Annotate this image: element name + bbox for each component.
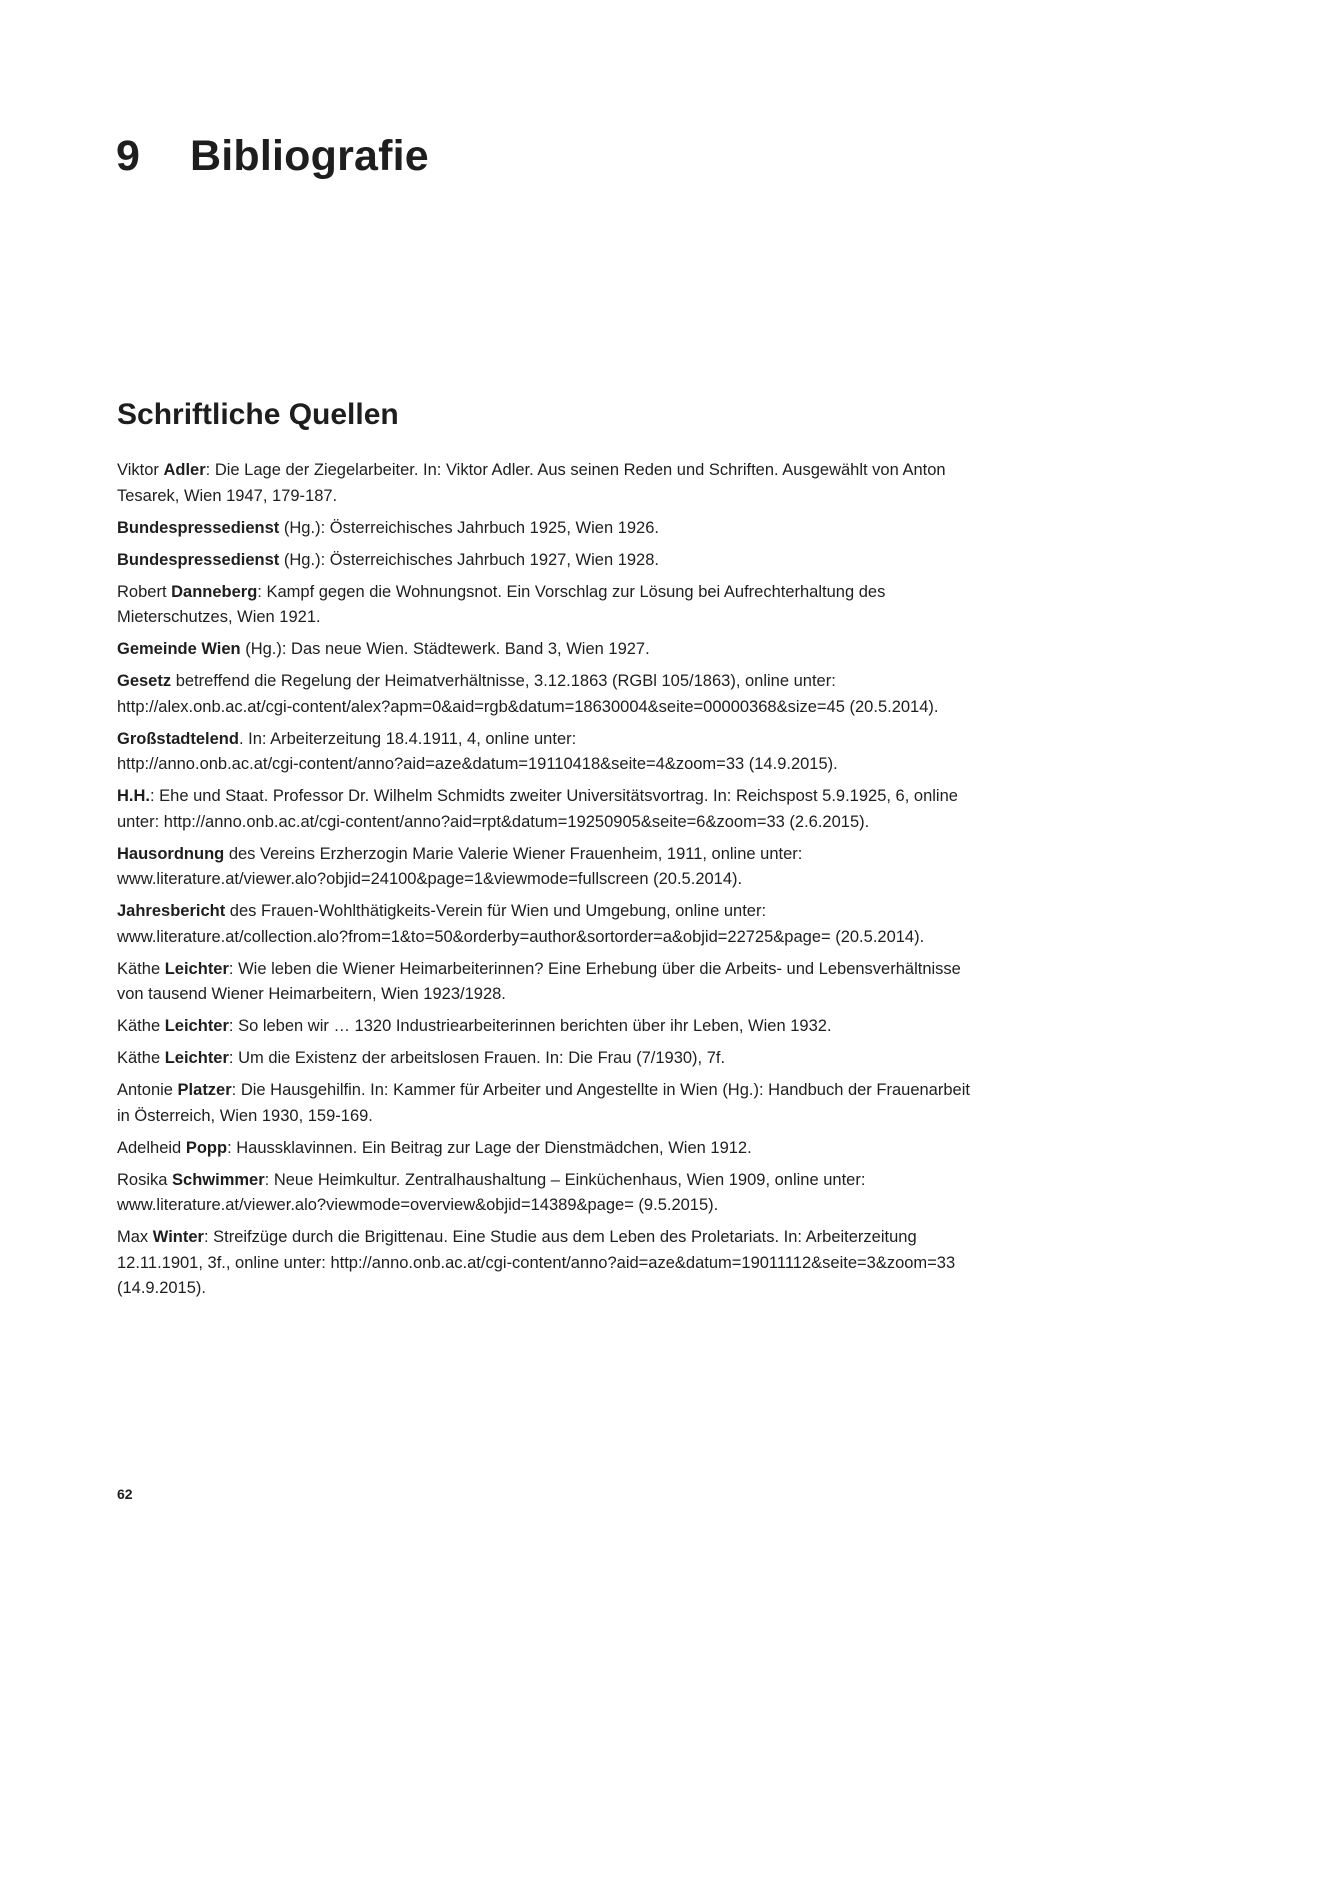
bibliography-entry: [117, 637, 982, 663]
entry-author-forename: Rosika: [117, 1170, 173, 1189]
entry-text: : Um die Existenz der arbeitslosen Frauen. In: Die Frau (7/1930), 7f.: [228, 1049, 726, 1067]
chapter-title: Bibliografie: [190, 132, 429, 180]
entry-author-name: Adler: [163, 461, 206, 479]
bibliography-entry: [117, 899, 982, 950]
entry-author-name: Hausordnung: [117, 844, 225, 863]
entry-author-forename: Käthe: [117, 1017, 165, 1035]
entry-text: des Vereins Erzherzogin Marie Valerie Wiener Frauenheim, 1911, online unter: www.literature.at/viewer.alo?objid=24100&page=1&viewmode=fullscreen (20.5.2014).: [117, 844, 803, 888]
chapter-number: 9: [116, 132, 141, 180]
entry-text: : Haussklavinnen. Ein Beitrag zur Lage der Dienstmädchen, Wien 1912.: [227, 1138, 752, 1157]
entry-author-name: Platzer: [177, 1081, 232, 1099]
entry-author-forename: Käthe: [117, 1049, 165, 1067]
entry-url: http://anno.onb.ac.at/cgi-content/anno?aid=aze&datum=19110418&seite=4&zoom=33: [117, 755, 745, 773]
entry-url: www.literature.at/collection.alo?from=1&to=50&orderby=author&sortorder=a&objid=22725&page=: [117, 927, 831, 946]
entry-author-name: Jahresbericht: [117, 902, 226, 920]
entry-access-date: (20.5.2014).: [830, 927, 925, 946]
entry-author-forename: Viktor: [117, 461, 164, 479]
entry-author-forename: Adelheid: [117, 1138, 186, 1157]
bibliography-entry: [117, 1168, 982, 1219]
entry-access-date: (14.9.2015).: [744, 755, 838, 773]
bibliography-entry: [117, 1046, 982, 1072]
entry-text: (Hg.): Österreichisches Jahrbuch 1925, Wien 1926.: [279, 518, 659, 537]
entry-author-forename: Robert: [117, 582, 172, 601]
entry-text: : So leben wir … 1320 Industriearbeiterinnen berichten über ihr Leben, Wien 1932.: [228, 1017, 832, 1035]
entry-text: : Streifzüge durch die Brigittenau. Eine Studie aus dem Leben des Proletariats. In: Arbeiterzeitung 12.11.1901, 3f., online unter:: [117, 1228, 917, 1272]
bibliography-entry: [117, 516, 982, 542]
entry-author-name: Popp: [185, 1138, 228, 1157]
entry-text: : Die Hausgehilfin. In: Kammer für Arbeiter und Angestellte in Wien (Hg.): Handbuch der Frauenarbeit in Österreich, Wien 1930, 159-169.: [117, 1081, 970, 1125]
entry-url: http://anno.onb.ac.at/cgi-content/anno?aid=rpt&datum=19250905&seite=6&zoom=33: [163, 812, 785, 831]
entry-text: : Kampf gegen die Wohnungsnot. Ein Vorschlag zur Lösung bei Aufrechterhaltung des Mieterschutzes, Wien 1921.: [117, 582, 886, 626]
entry-text: : Die Lage der Ziegelarbeiter. In: Viktor Adler. Aus seinen Reden und Schriften. Ausgewählt von Anton Tesarek, Wien 1947, 179-187.: [117, 461, 946, 505]
bibliography-entry: [117, 669, 982, 720]
entry-access-date: (20.5.2014).: [844, 697, 939, 716]
bibliography-entry: [117, 1078, 982, 1129]
bibliography-entry: [117, 548, 982, 574]
entry-author-name: Gemeinde Wien: [117, 640, 241, 658]
entry-author-name: Schwimmer: [172, 1170, 265, 1189]
entry-access-date: (14.9.2015).: [117, 1279, 206, 1297]
entry-author-name: Winter: [152, 1228, 204, 1246]
bibliography-entry: [117, 1225, 982, 1302]
bibliography-entry: [117, 458, 982, 509]
bibliography-entry: [117, 727, 982, 778]
entry-author-name: Leichter: [164, 1017, 229, 1035]
entry-author-name: Leichter: [164, 1049, 229, 1067]
entry-author-forename: Max: [117, 1228, 153, 1246]
entry-text: : Ehe und Staat. Professor Dr. Wilhelm Schmidts zweiter Universitätsvortrag. In: Reichspost 5.9.1925, 6, online unter:: [117, 787, 958, 831]
bibliography-entry: [117, 580, 982, 631]
entry-author-name: Danneberg: [171, 582, 258, 601]
entry-text: : Neue Heimkultur. Zentralhaushaltung – Einküchenhaus, Wien 1909, online unter: www.literature.at/viewer.alo?viewmode=overview&objid=14389&page= (9.5.2015).: [117, 1170, 866, 1214]
entry-author-name: H.H.: [117, 787, 150, 805]
entry-text: (Hg.): Das neue Wien. Städtewerk. Band 3, Wien 1927.: [240, 640, 650, 658]
entry-text: betreffend die Regelung der Heimatverhältnisse, 3.12.1863 (RGBl 105/1863), online unter:: [171, 672, 836, 690]
entry-text: . In: Arbeiterzeitung 18.4.1911, 4, online unter:: [238, 729, 577, 748]
bibliography-entry: [117, 784, 982, 835]
entry-author-name: Bundespressedienst: [117, 550, 280, 569]
bibliography-entry: [117, 957, 982, 1008]
entry-author-name: Großstadtelend: [117, 729, 239, 748]
entry-text: (Hg.): Österreichisches Jahrbuch 1927, Wien 1928.: [279, 550, 659, 569]
entry-access-date: (2.6.2015).: [784, 812, 870, 831]
bibliography-entry: [117, 1014, 982, 1040]
entry-url: http://anno.onb.ac.at/cgi-content/anno?aid=aze&datum=19011112&seite=3&zoom=33: [330, 1253, 956, 1272]
section-title: Schriftliche Quellen: [117, 398, 399, 431]
bibliography-entry: [117, 1136, 982, 1162]
page-number: 62: [117, 1486, 133, 1502]
chapter-heading: [116, 130, 429, 182]
entry-author-name: Bundespressedienst: [117, 518, 280, 537]
entry-author-forename: Käthe: [117, 959, 165, 978]
entry-author-name: Leichter: [164, 959, 229, 978]
entry-author-name: Gesetz: [117, 672, 172, 690]
entry-author-forename: Antonie: [117, 1081, 178, 1099]
entry-text: des Frauen-Wohlthätigkeits-Verein für Wien und Umgebung, online unter:: [225, 902, 767, 920]
bibliography-entry: [117, 842, 982, 893]
entry-text: : Wie leben die Wiener Heimarbeiterinnen? Eine Erhebung über die Arbeits- und Lebensverhältnisse von tausend Wiener Heimarbeitern, Wien 1923/1928.: [117, 959, 961, 1003]
entry-url: http://alex.onb.ac.at/cgi-content/alex?apm=0&aid=rgb&datum=18630004&seite=00000368&size=45: [117, 697, 845, 716]
bibliography-list: [117, 458, 982, 1308]
